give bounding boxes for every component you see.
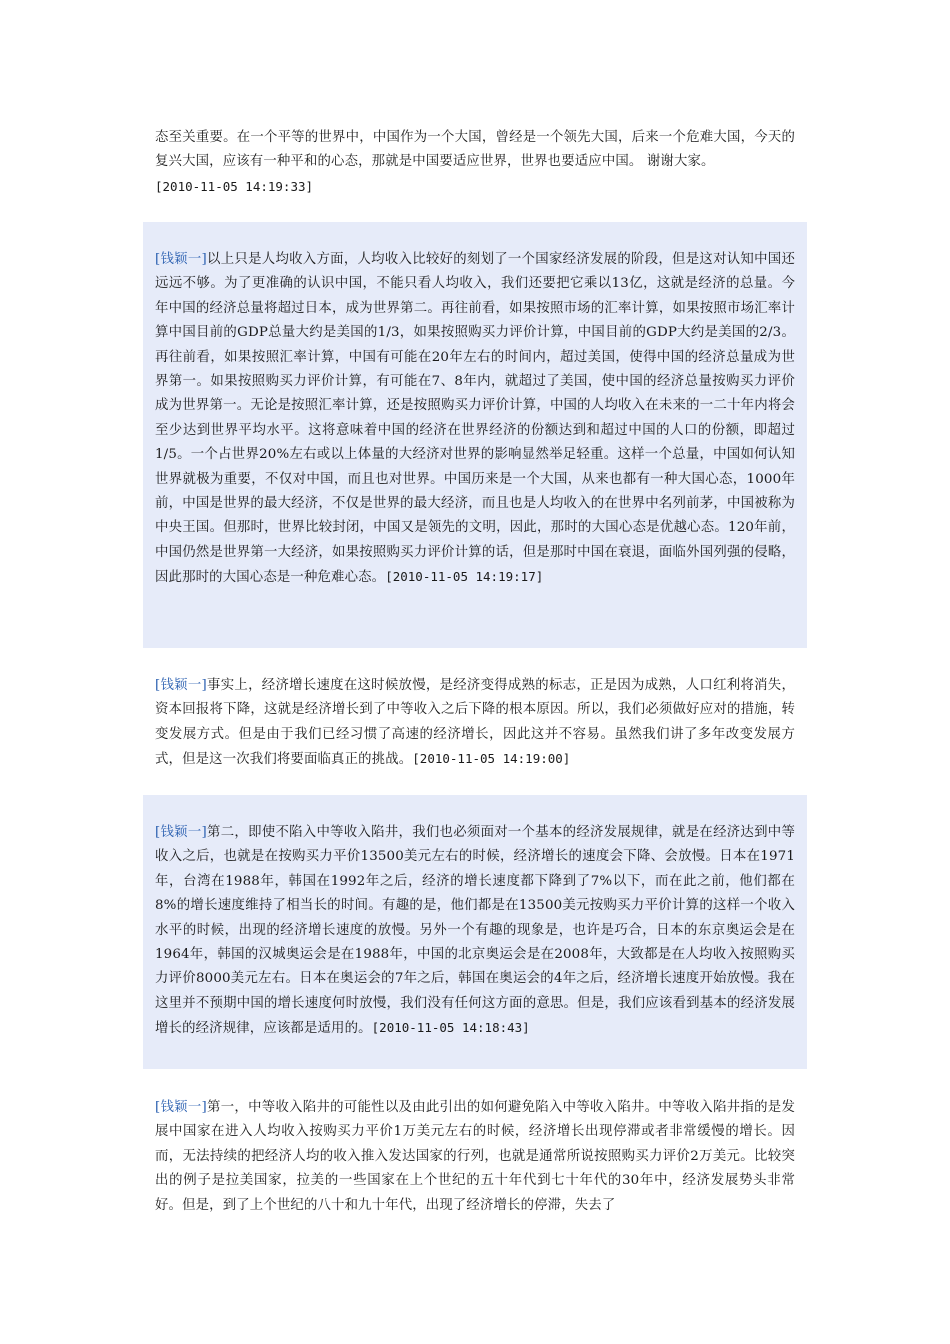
post-timestamp: [2010-11-05 14:18:43] xyxy=(371,1020,530,1036)
post-block-3 xyxy=(143,664,807,776)
post-block-1 xyxy=(143,126,807,202)
post-text: 态至关重要。在一个平等的世界中，中国作为一个大国，曾经是一个领先大国，后来一个危难大国，今天的复兴大国，应该有一种平和的心态，那就是中国要适应世界，世界也要适应中国。 谢谢大家。 xyxy=(155,130,795,170)
post-text: 第二，即使不陷入中等收入陷井，我们也必须面对一个基本的经济发展规律，就是在经济达到中等收入之后，也就是在按购买力平价13500美元左右的时候，经济增长的速度会下降、会放慢。日本在1971年，台湾在1988年，韩国在1992年之后，经济的增长速度都下降到了7%以下，而在此之前，他们都在8%的增长速度维持了相当长的时间。有趣的是，他们都是在13500美元按购买力平价计算的这样一个收入水平的时候，出现的经济增长速度的放慢。另外一个有趣的现象是，也许是巧合，日本的东京奥运会是在1964年，韩国的汉城奥运会是在1988年，中国的北京奥运会是在2008年，大致都是在人均收入按照购买力评价8000美元左右。日本在奥运会的7年之后，韩国在奥运会的4年之后，经济增长速度开始放慢。我在这里并不预期中国的增长速度何时放慢，我们没有任何这方面的意思。但是，我们应该看到基本的经济发展增长的经济规律，应该都是适用的。 xyxy=(155,825,795,1037)
post-timestamp: [2010-11-05 14:19:17] xyxy=(385,569,544,585)
speaker-name: [钱颖一] xyxy=(155,252,207,267)
post-text: 事实上，经济增长速度在这时候放慢，是经济变得成熟的标志，正是因为成熟，人口红利将消失，资本回报将下降，这就是经济增长到了中等收入之后下降的根本原因。所以，我们必须做好应对的措施，转变发展方式。但是由于我们已经习惯了高速的经济增长，因此这并不容易。虽然我们讲了多年改变发展方式，但是这一次我们将要面临真正的挑战。 xyxy=(155,678,795,768)
post-text: 以上只是人均收入方面，人均收入比较好的刻划了一个国家经济发展的阶段，但是这对认知中国还远远不够。为了更准确的认识中国，不能只看人均收入，我们还要把它乘以13亿，这就是经济的总量。今年中国的经济总量将超过日本，成为世界第二。再往前看，如果按照市场的汇率计算，如果按照市场汇率计算中国目前的GDP总量大约是美国的1/3，如果按照购买力评价计算，中国目前的GDP大约是美国的2/3。再往前看，如果按照汇率计算，中国有可能在20年左右的时间内，超过美国，使得中国的经济总量成为世界第一。如果按照购买力评价计算，有可能在7、8年内，就超过了美国，使中国的经济总量按购买力评价成为世界第一。无论是按照汇率计算，还是按照购买力评价计算，中国的人均收入在未来的一二十年内将会至少达到世界平均水平。这将意味着中国的经济在世界经济的份额达到和超过中国的人口的份额，即超过1/5。一个占世界20%左右或以上体量的大经济对世界的影响显然举足轻重。这样一个总量，中国如何认知世界就极为重要，不仅对中国，而且也对世界。中国历来是一个大国，从来也都有一种大国心态，1000年前，中国是世界的最大经济，不仅是世界的最大经济，而且也是人均收入的在世界中名列前茅，中国被称为中央王国。但那时，世界比较封闭，中国又是领先的文明，因此，那时的大国心态是优越心态。120年前，中国仍然是世界第一大经济，如果按照购买力评价计算的话，但是那时中国在衰退，面临外国列强的侵略，因此那时的大国心态是一种危难心态。 xyxy=(155,252,795,586)
speaker-name: [钱颖一] xyxy=(155,825,207,840)
post-text: 第一，中等收入陷井的可能性以及由此引出的如何避免陷入中等收入陷井。中等收入陷井指的是发展中国家在进入人均收入按购买力平价1万美元左右的时候，经济增长出现停滞或者非常缓慢的增长。因而，无法持续的把经济人均的收入推入发达国家的行列，也就是通常所说按照购买力评价2万美元。比较突出的例子是拉美国家，拉美的一些国家在上个世纪的五十年代到七十年代的30年中，经济发展势头非常好。但是，到了上个世纪的八十和九十年代，出现了经济增长的停滞，失去了 xyxy=(155,1100,795,1213)
post-timestamp: [2010-11-05 14:19:33] xyxy=(155,178,314,194)
post-block-5 xyxy=(143,1086,807,1246)
speaker-name: [钱颖一] xyxy=(155,678,207,693)
speaker-name: [钱颖一] xyxy=(155,1100,207,1115)
post-timestamp: [2010-11-05 14:19:00] xyxy=(412,751,571,767)
post-block-4 xyxy=(143,795,807,1069)
post-block-2 xyxy=(143,222,807,648)
